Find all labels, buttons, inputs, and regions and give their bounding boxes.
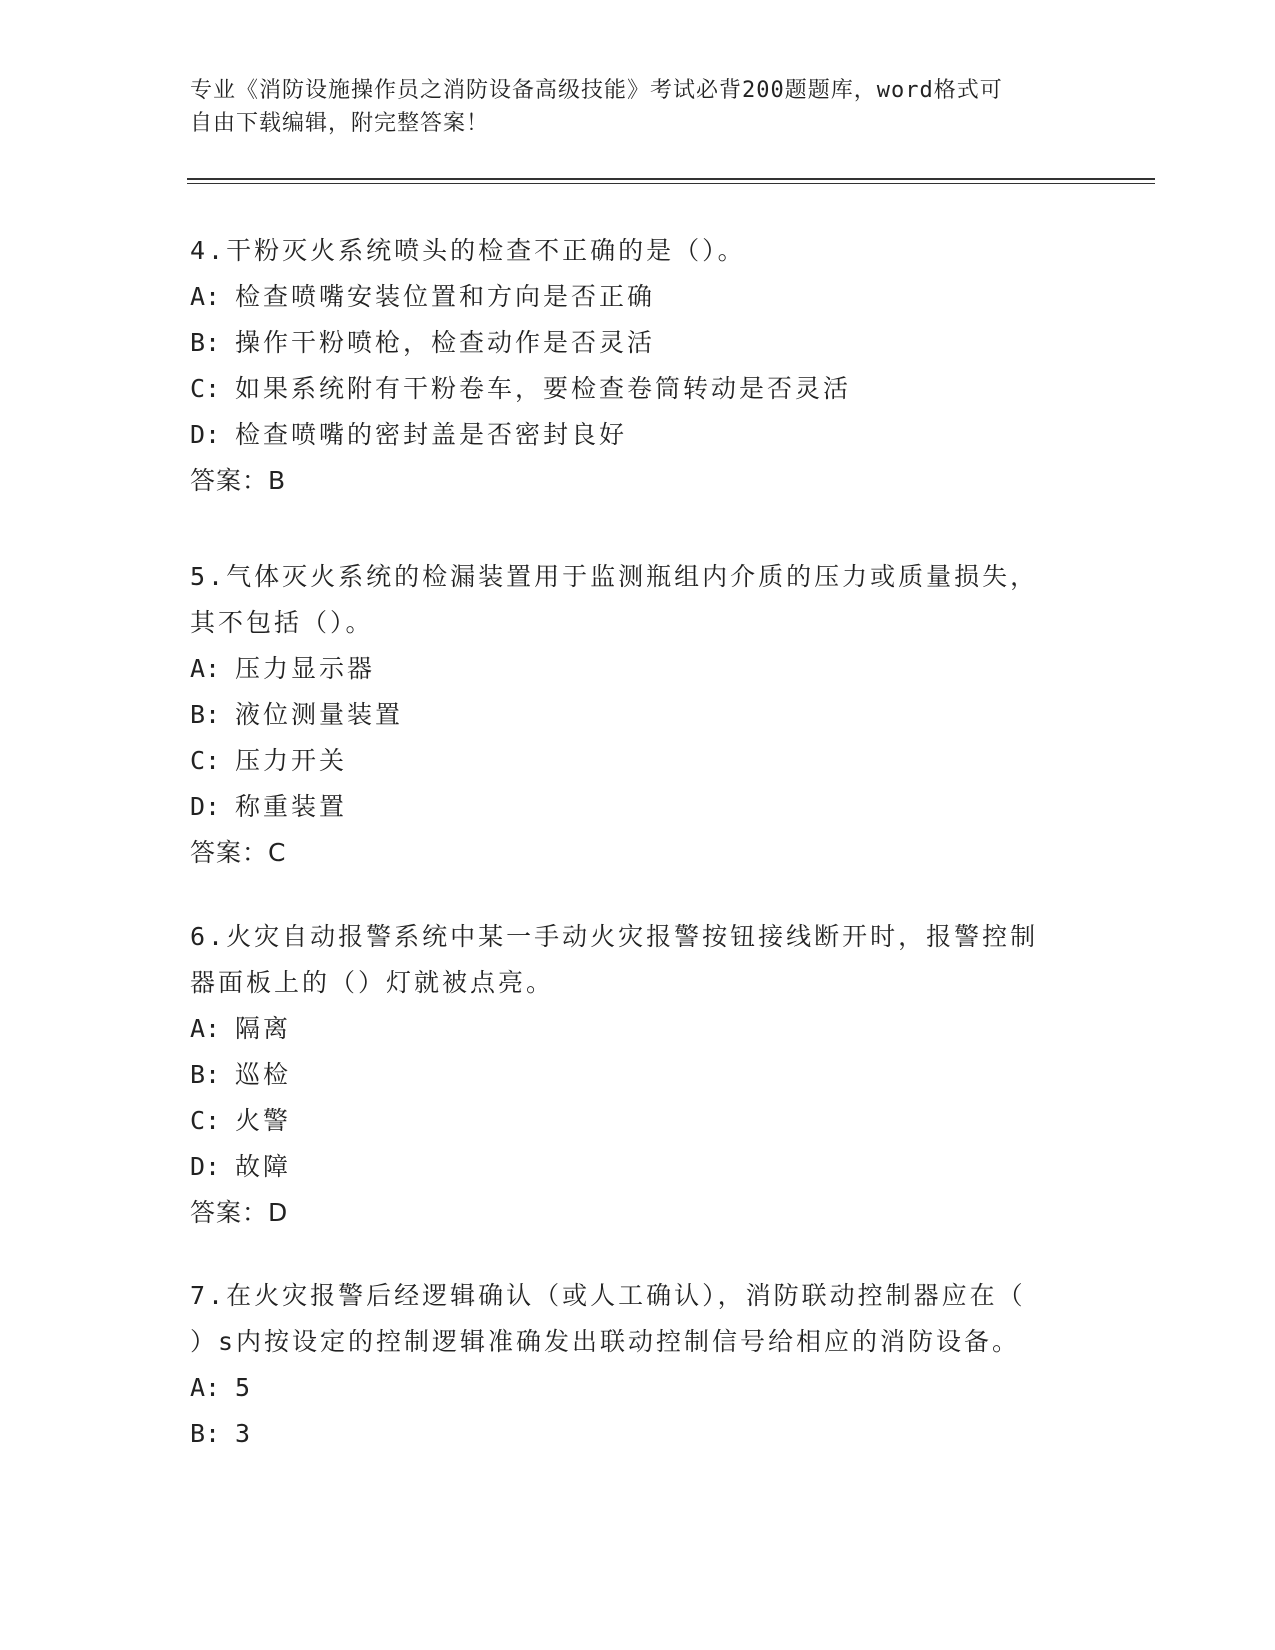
option-letter: B:: [190, 1419, 221, 1448]
option-letter: D:: [190, 1152, 221, 1181]
option-b: [190, 320, 1090, 366]
option-text: 5: [235, 1373, 254, 1402]
header-divider-thin: [187, 183, 1155, 184]
option-text: 巡检: [235, 1060, 292, 1089]
question-4: [190, 228, 1090, 504]
option-text: 检查喷嘴安装位置和方向是否正确: [235, 282, 656, 311]
option-d: [190, 784, 1090, 830]
option-letter: C:: [190, 374, 221, 403]
question-stem-line-2: 其不包括（）。: [190, 608, 374, 637]
question-7: [190, 1273, 1090, 1457]
option-text: 操作干粉喷枪，检查动作是否灵活: [235, 328, 656, 357]
header-line-2: 自由下载编辑，附完整答案！: [190, 111, 490, 136]
option-text: 3: [235, 1419, 254, 1448]
answer: 答案：D: [190, 1198, 289, 1227]
option-text: 液位测量装置: [235, 700, 404, 729]
option-text: 火警: [235, 1106, 292, 1135]
option-letter: A:: [190, 1373, 221, 1402]
option-c: [190, 1098, 1090, 1144]
option-d: [190, 412, 1090, 458]
option-letter: A:: [190, 282, 221, 311]
option-letter: C:: [190, 1106, 221, 1135]
option-letter: B:: [190, 328, 221, 357]
question-stem: 4.干粉灭火系统喷头的检查不正确的是（）。: [190, 236, 746, 265]
option-text: 检查喷嘴的密封盖是否密封良好: [235, 420, 628, 449]
option-a: [190, 1006, 1090, 1052]
option-d: [190, 1144, 1090, 1190]
question-stem-line-1: 7.在火灾报警后经逻辑确认（或人工确认），消防联动控制器应在（: [190, 1281, 1026, 1310]
question-stem-line-1: 6.火灾自动报警系统中某一手动火灾报警按钮接线断开时，报警控制: [190, 922, 1039, 951]
option-text: 压力开关: [235, 746, 348, 775]
option-c: [190, 366, 1090, 412]
option-letter: A:: [190, 1014, 221, 1043]
option-letter: D:: [190, 420, 221, 449]
option-a: [190, 1365, 1090, 1411]
option-c: [190, 738, 1090, 784]
question-6: [190, 914, 1090, 1236]
option-b: [190, 692, 1090, 738]
option-letter: A:: [190, 654, 221, 683]
answer: 答案：B: [190, 466, 287, 495]
header-divider-thick: [187, 178, 1155, 180]
option-letter: B:: [190, 1060, 221, 1089]
question-stem-line-1: 5.气体灭火系统的检漏装置用于监测瓶组内介质的压力或质量损失，: [190, 562, 1039, 591]
option-b: [190, 1411, 1090, 1457]
document-header: [190, 74, 1090, 140]
option-b: [190, 1052, 1090, 1098]
option-a: [190, 274, 1090, 320]
option-a: [190, 646, 1090, 692]
question-5: [190, 554, 1090, 876]
header-line-1: 专业《消防设施操作员之消防设备高级技能》考试必背200题题库，word格式可: [190, 78, 1003, 103]
option-letter: D:: [190, 792, 221, 821]
option-text: 隔离: [235, 1014, 292, 1043]
question-stem-line-2: 器面板上的（）灯就被点亮。: [190, 968, 555, 997]
answer: 答案：C: [190, 838, 287, 867]
question-stem-line-2: ）s内按设定的控制逻辑准确发出联动控制信号给相应的消防设备。: [190, 1327, 1021, 1356]
option-text: 故障: [235, 1152, 292, 1181]
option-text: 如果系统附有干粉卷车，要检查卷筒转动是否灵活: [235, 374, 852, 403]
option-text: 压力显示器: [235, 654, 376, 683]
option-letter: C:: [190, 746, 221, 775]
option-text: 称重装置: [235, 792, 348, 821]
option-letter: B:: [190, 700, 221, 729]
